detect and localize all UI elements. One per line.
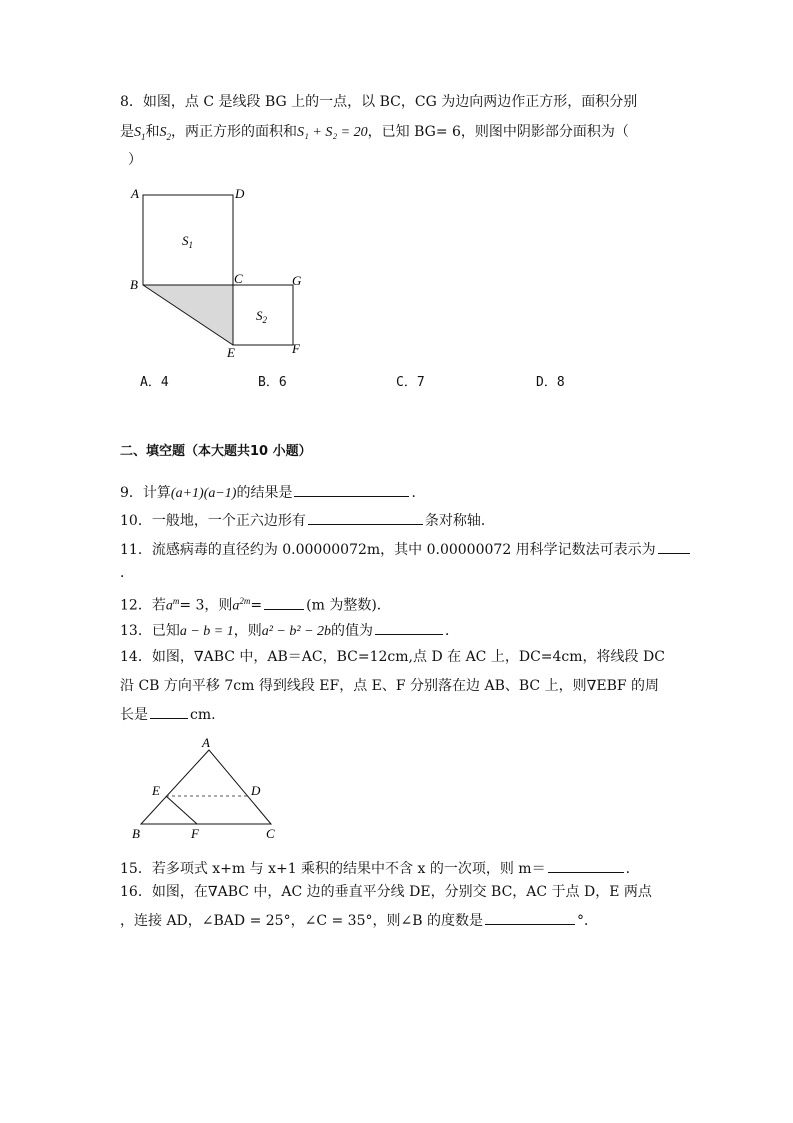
q11-line2 — [120, 563, 134, 583]
q13-answer-blank[interactable] — [375, 620, 443, 635]
q10-answer-blank[interactable] — [308, 510, 423, 525]
q13-text: 13．已知 — [120, 623, 180, 639]
q9-text: 9．计算 — [120, 485, 171, 501]
q12-exponent-2: 2m — [239, 596, 251, 606]
q13-given: a − b = 1 — [179, 624, 234, 639]
q10-text-post: 条对称轴． — [424, 513, 495, 529]
q16-line1 — [120, 882, 652, 902]
q16-line2 — [120, 910, 598, 931]
q11-text: 11．流感病毒的直径约为 0.00000072m，其中 0.00000072 用科学记数法可表示为 — [120, 542, 656, 558]
label-D: D — [251, 783, 261, 798]
q12-base: a — [165, 598, 173, 614]
s2-subscript: 2 — [166, 131, 171, 142]
q16-end: °． — [576, 913, 598, 929]
q8-line1 — [120, 92, 637, 112]
q9-text-post: 的结果是 — [236, 485, 293, 501]
q11-answer-blank[interactable] — [658, 539, 690, 554]
q8-text-2a: 是 — [120, 124, 134, 140]
option-a[interactable]: A．4 — [140, 375, 169, 390]
q14-triangle-figure — [125, 734, 295, 844]
q10-text: 10．一般地，一个正六边形有 — [120, 513, 306, 529]
q16-answer-blank[interactable] — [485, 910, 575, 925]
q14-line2 — [120, 676, 659, 696]
q13-text-post: 的值为 — [331, 623, 374, 639]
q15-text: 15．若多项式 x+m 与 x+1 乘积的结果中不含 x 的一次项，则 m＝ — [120, 861, 546, 877]
s2-symbol: S — [159, 125, 167, 140]
s1-subscript: 1 — [141, 131, 146, 142]
q8-sum-expression: S₁ + S₂ = 20 — [297, 125, 368, 140]
label-C: C — [234, 271, 243, 286]
label-A: A — [131, 186, 139, 201]
q14-text-2: 沿 CB 方向平移 7cm 得到线段 EF，点 E、F 分别落在边 AB、BC 上，则∇EBF 的周 — [120, 678, 660, 694]
segment-EF — [166, 796, 197, 824]
label-D: D — [235, 186, 245, 201]
q12-equals: = — [250, 597, 263, 614]
area-label-s1: $S_1$ — [182, 233, 193, 250]
q8-line2 — [120, 122, 629, 147]
label-E: E — [227, 345, 235, 360]
q8-and: 和 — [145, 124, 160, 140]
q13 — [120, 620, 459, 642]
q14-text-3: 长是 — [120, 707, 148, 723]
q13-end: ． — [445, 623, 460, 639]
label-C: C — [266, 826, 275, 841]
q11-line1 — [120, 539, 692, 560]
q9 — [120, 482, 416, 504]
section-title: 二、填空题（本大题共10 小题） — [120, 444, 312, 459]
area-label-s2: $S_2$ — [256, 308, 267, 325]
q9-end: . — [411, 485, 416, 501]
q14-line3 — [120, 704, 216, 725]
q15 — [120, 858, 630, 879]
q8-text-1: 8．如图，点 C 是线段 BG 上的一点，以 BC，CG 为边向两边作正方形，面积分别 — [120, 94, 638, 110]
q12-answer-blank[interactable] — [264, 595, 304, 610]
option-d[interactable]: D．8 — [536, 375, 565, 390]
label-B: B — [130, 277, 138, 292]
label-B: B — [132, 826, 140, 841]
option-c[interactable]: C．7 — [396, 375, 425, 390]
q11-end: ． — [120, 565, 134, 581]
option-b[interactable]: B．6 — [258, 375, 287, 390]
q14-text-1: 14．如图，∇ABC 中，AB＝AC，BC=12cm,点 D 在 AC 上，DC=4cm，将线段 DC — [120, 649, 665, 665]
q14-line1 — [120, 647, 665, 667]
q8-text-2c: ，已知 BG= 6，则图中阴影部分面积为（ — [367, 124, 629, 140]
q8-text-2b: ，两正方形的面积和 — [171, 124, 297, 140]
q13-mid: ，则 — [233, 623, 262, 639]
label-G: G — [292, 273, 302, 288]
q8-squares-figure — [120, 180, 320, 360]
q12-mid: = 3，则 — [179, 597, 233, 614]
q9-answer-blank[interactable] — [294, 482, 409, 497]
label-A: A — [202, 735, 210, 750]
label-F: F — [292, 341, 300, 356]
q8-options — [140, 373, 700, 393]
q12-exponent: m — [172, 596, 180, 606]
q14-unit: cm. — [190, 707, 216, 723]
q8-line3 — [128, 150, 142, 170]
q15-end: . — [625, 861, 631, 877]
q12-text-post: (m 为整数)． — [306, 597, 391, 614]
q14-answer-blank[interactable] — [150, 704, 188, 719]
q12-base-2: a — [232, 598, 240, 614]
q12-text: 12．若 — [120, 597, 166, 614]
q10 — [120, 510, 495, 531]
q8-close-paren: ） — [128, 152, 142, 168]
label-E: E — [152, 783, 160, 798]
q9-expression: (a+1)(a−1) — [170, 486, 237, 501]
q15-answer-blank[interactable] — [548, 858, 624, 873]
q12 — [120, 591, 391, 617]
s1-symbol: S — [134, 125, 141, 140]
q16-text-1: 16．如图，在∇ABC 中，AC 边的垂直平分线 DE，分别交 BC，AC 于点 D，E 两点 — [120, 884, 652, 900]
q13-expression: a² − b² − 2b — [261, 624, 332, 639]
q16-text-2: ，连接 AD，∠BAD = 25°，∠C = 35°，则∠B 的度数是 — [120, 913, 483, 929]
label-F: F — [191, 826, 199, 841]
